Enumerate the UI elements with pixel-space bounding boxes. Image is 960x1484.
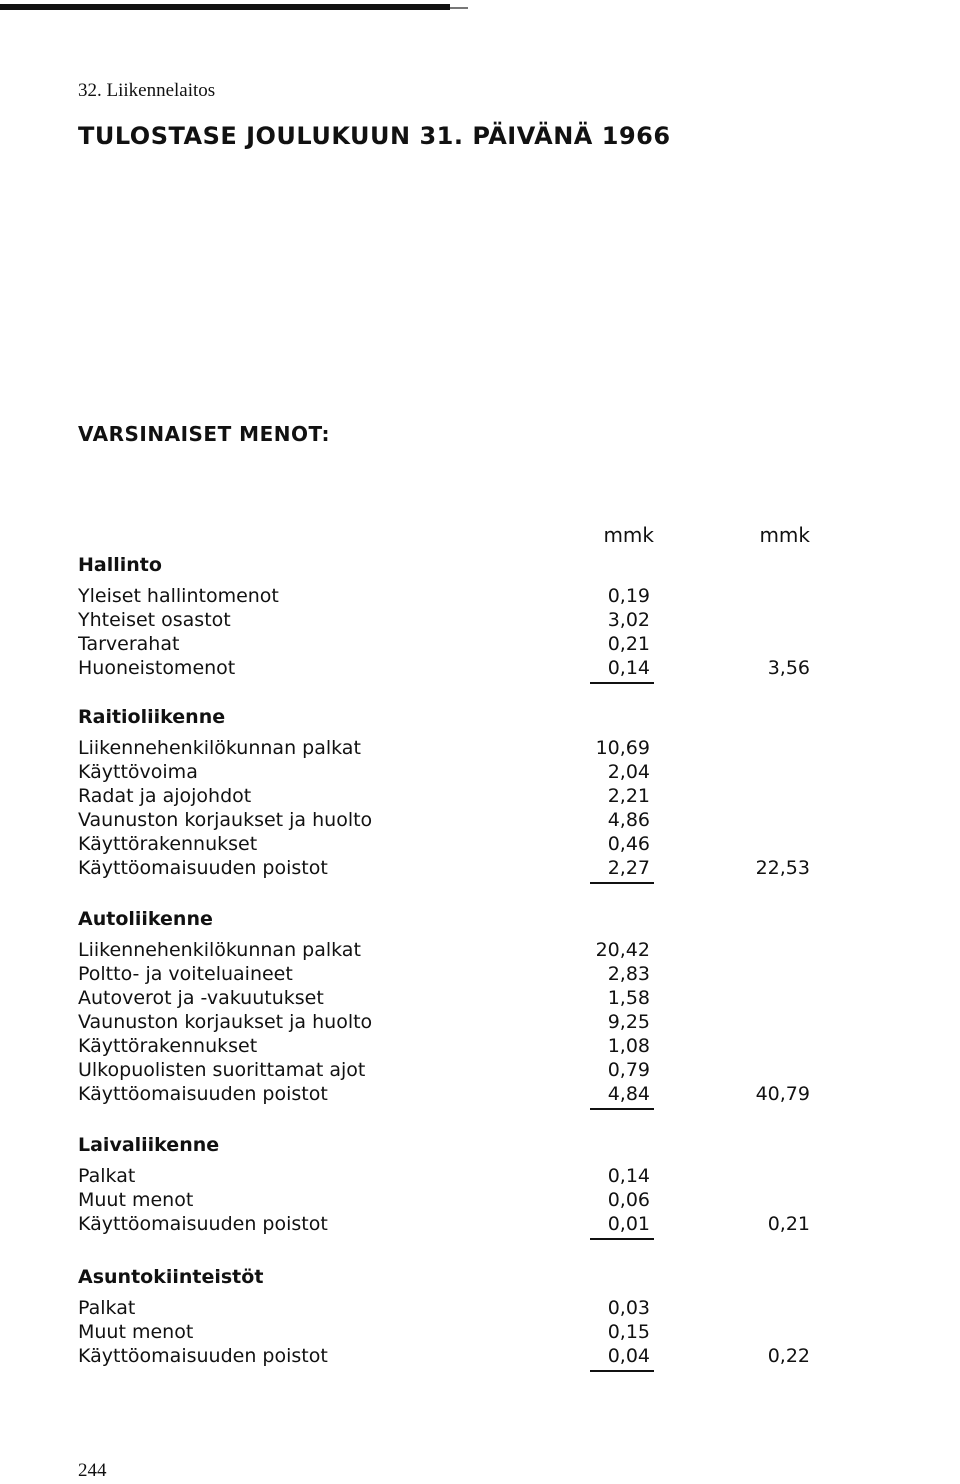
row-label: Palkat (78, 1165, 139, 1187)
row-value: 2,27 (578, 856, 650, 880)
table-row (78, 1034, 818, 1058)
page-number: 244 (78, 1460, 107, 1481)
table-row (78, 584, 818, 608)
row-label: Muut menot (78, 1189, 197, 1211)
expense-group-laivaliikenne (78, 1132, 818, 1236)
table-row (78, 1010, 818, 1034)
row-value: 0,46 (607, 833, 650, 855)
row-label: Muut menot (78, 1321, 197, 1343)
table-row (78, 632, 818, 656)
table-row (78, 760, 818, 784)
row-label: Käyttörakennukset (78, 1035, 261, 1057)
table-row (78, 1344, 818, 1368)
table-row (78, 736, 818, 760)
row-value: 10,69 (595, 737, 650, 759)
row-value: 0,19 (607, 585, 650, 607)
row-total: 22,53 (755, 857, 810, 879)
row-value: 1,58 (607, 987, 650, 1009)
row-label: Palkat (78, 1297, 139, 1319)
row-label: Käyttöomaisuuden poistot (78, 1083, 332, 1105)
row-label: Yleiset hallintomenot (78, 585, 283, 607)
row-value: 3,02 (607, 609, 650, 631)
row-value: 4,86 (607, 809, 650, 831)
group-title: Raitioliikenne (78, 706, 226, 728)
table-row (78, 1058, 818, 1082)
table-row (78, 962, 818, 986)
table-row (78, 1164, 818, 1188)
table-row (78, 856, 818, 880)
row-label: Käyttövoima (78, 761, 202, 783)
row-total: 40,79 (755, 1083, 810, 1105)
page-title: TULOSTASE JOULUKUUN 31. PÄIVÄNÄ 1966 (78, 122, 671, 150)
expense-group-autoliikenne (78, 906, 818, 1106)
row-value: 0,79 (607, 1059, 650, 1081)
table-row (78, 832, 818, 856)
table-row (78, 1212, 818, 1236)
row-label: Tarverahat (78, 633, 183, 655)
expense-group-asuntokiinteistot (78, 1264, 818, 1368)
group-title: Autoliikenne (78, 908, 213, 930)
row-label: Vaunuston korjaukset ja huolto (78, 809, 376, 831)
row-total: 0,21 (767, 1213, 810, 1235)
table-row (78, 938, 818, 962)
table-row (78, 1188, 818, 1212)
row-value: 2,04 (607, 761, 650, 783)
row-total: 3,56 (767, 657, 810, 679)
row-value: 2,21 (607, 785, 650, 807)
row-label: Käyttöomaisuuden poistot (78, 1345, 332, 1367)
row-label: Radat ja ajojohdot (78, 785, 255, 807)
section-heading: VARSINAISET MENOT: (78, 422, 331, 446)
row-label: Liikennehenkilökunnan palkat (78, 737, 365, 759)
row-label: Käyttöomaisuuden poistot (78, 857, 332, 879)
row-label: Huoneistomenot (78, 657, 239, 679)
group-title: Asuntokiinteistöt (78, 1266, 264, 1288)
row-label: Ulkopuolisten suorittamat ajot (78, 1059, 369, 1081)
row-value: 4,84 (578, 1082, 650, 1106)
column-unit-label: mmk (603, 523, 654, 547)
row-label: Käyttöomaisuuden poistot (78, 1213, 332, 1235)
table-row (78, 986, 818, 1010)
row-value: 9,25 (607, 1011, 650, 1033)
row-value: 0,06 (607, 1189, 650, 1211)
table-row (78, 1296, 818, 1320)
table-row (78, 656, 818, 680)
top-rule (0, 4, 450, 10)
row-label: Käyttörakennukset (78, 833, 261, 855)
row-value: 0,15 (607, 1321, 650, 1343)
column-total-unit-label: mmk (759, 523, 810, 547)
row-label: Poltto- ja voiteluaineet (78, 963, 297, 985)
table-row (78, 1320, 818, 1344)
row-value: 0,04 (578, 1344, 650, 1368)
row-value: 20,42 (595, 939, 650, 961)
expense-group-hallinto (78, 552, 818, 680)
table-row (78, 808, 818, 832)
group-title: Hallinto (78, 554, 162, 576)
running-head: 32. Liikennelaitos (78, 80, 216, 101)
row-value: 0,21 (607, 633, 650, 655)
table-row (78, 608, 818, 632)
row-label: Autoverot ja -vakuutukset (78, 987, 328, 1009)
row-value: 0,14 (607, 1165, 650, 1187)
table-row (78, 1082, 818, 1106)
table-row (78, 784, 818, 808)
row-value: 1,08 (607, 1035, 650, 1057)
row-total: 0,22 (767, 1345, 810, 1367)
expense-group-raitioliikenne (78, 704, 818, 880)
row-label: Yhteiset osastot (78, 609, 235, 631)
row-label: Liikennehenkilökunnan palkat (78, 939, 365, 961)
row-value: 0,01 (578, 1212, 650, 1236)
group-title: Laivaliikenne (78, 1134, 220, 1156)
row-value: 2,83 (607, 963, 650, 985)
row-value: 0,03 (607, 1297, 650, 1319)
row-value: 0,14 (578, 656, 650, 680)
row-label: Vaunuston korjaukset ja huolto (78, 1011, 376, 1033)
top-rule-tail (450, 7, 468, 9)
